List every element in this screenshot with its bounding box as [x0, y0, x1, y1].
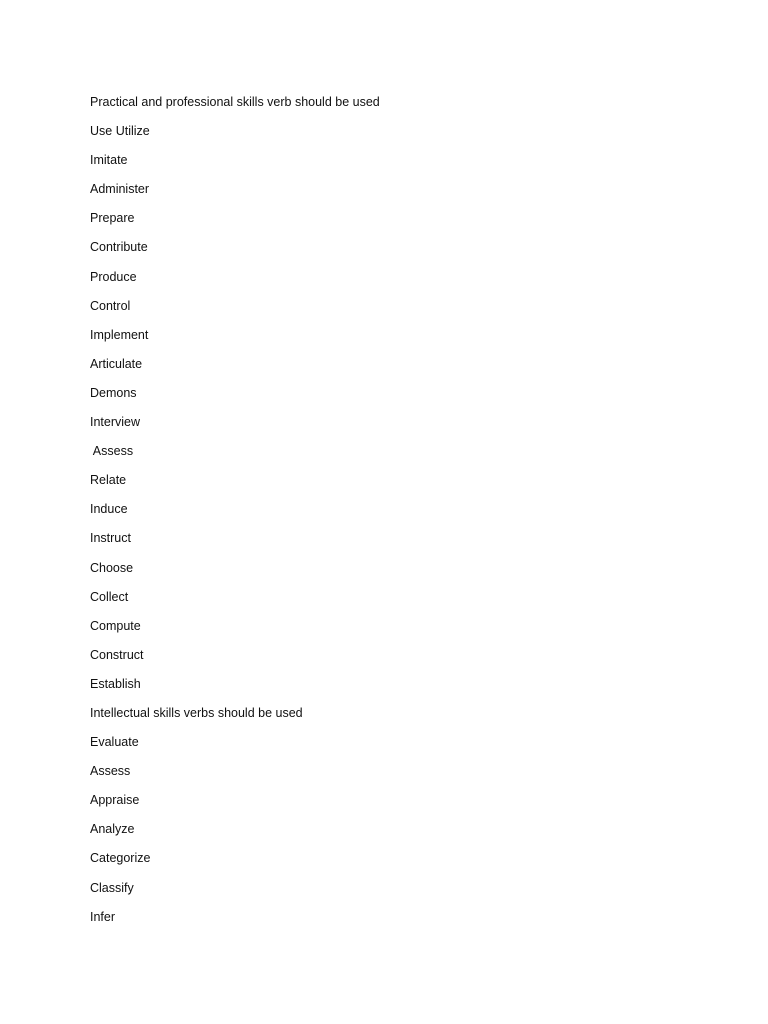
verb-line: Establish [90, 676, 141, 691]
verb-line: Compute [90, 618, 141, 633]
verb-line: Categorize [90, 851, 151, 866]
verb-line: Assess [90, 764, 131, 779]
verb-line: Relate [90, 473, 127, 488]
verb-line: Classify [90, 880, 134, 895]
verb-line: Infer [90, 909, 116, 924]
verb-line: Demons [90, 385, 137, 400]
verb-line: Induce [90, 502, 128, 517]
verb-line: Instruct [90, 531, 131, 546]
verb-line: Analyze [90, 822, 135, 837]
document-body [90, 94, 690, 938]
verb-line: Use Utilize [90, 124, 150, 139]
verb-line: Appraise [90, 793, 140, 808]
verb-line: Articulate [90, 356, 143, 371]
verb-line: Construct [90, 647, 144, 662]
heading-practical-skills: Practical and professional skills verb should be used [90, 95, 380, 109]
heading-intellectual-skills: Intellectual skills verbs should be used [90, 705, 303, 720]
verb-line: Assess [90, 444, 134, 459]
verb-line: Implement [90, 327, 149, 342]
verb-line: Choose [90, 560, 134, 575]
verb-line: Imitate [90, 153, 128, 168]
verb-line: Contribute [90, 240, 148, 255]
verb-line: Administer [90, 182, 150, 197]
verb-line: Prepare [90, 211, 135, 226]
verb-line: Evaluate [90, 735, 139, 750]
verb-line: Control [90, 298, 131, 313]
verb-line: Produce [90, 269, 137, 284]
verb-line: Collect [90, 589, 129, 604]
verb-line: Interview [90, 415, 141, 430]
